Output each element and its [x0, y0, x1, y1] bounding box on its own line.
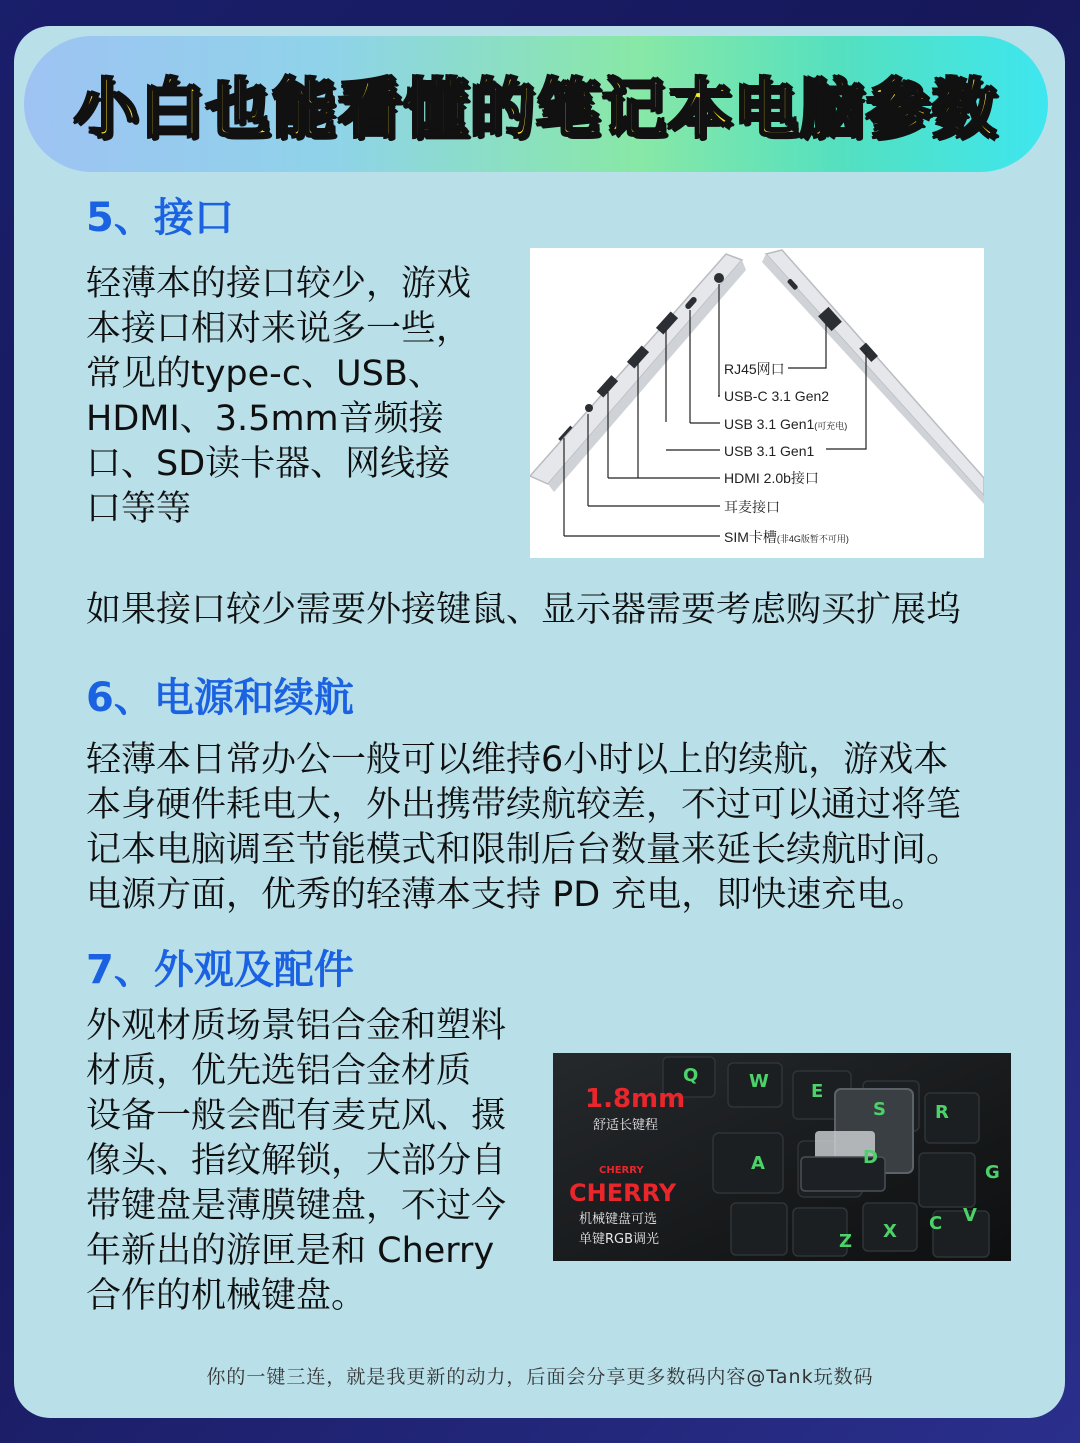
keyboard-line1: 机械键盘可选	[579, 1212, 658, 1227]
text-line: 年新出的游匣是和 Cherry	[86, 1231, 495, 1271]
port-label-rj45: RJ45网口	[724, 361, 785, 377]
port-label-audio: 耳麦接口	[724, 499, 780, 515]
text-line: 像头、指纹解锁，大部分自	[86, 1141, 507, 1181]
text-line: 轻薄本的接口较少，游戏	[86, 264, 472, 304]
laptop-ports-image	[530, 248, 984, 558]
travel-caption: 舒适长键程	[593, 1118, 659, 1133]
port-label-sim: SIM卡槽(非4G版暂不可用)	[724, 529, 849, 545]
key-label: Q	[683, 1065, 699, 1086]
key-label: C	[929, 1213, 943, 1234]
port-label-usbc: USB-C 3.1 Gen2	[724, 388, 830, 404]
text-line: 口等等	[86, 489, 192, 529]
key-label: V	[963, 1205, 977, 1226]
ports-paragraph	[86, 262, 471, 532]
cherry-small: CHERRY	[599, 1165, 644, 1176]
text-line: 本接口相对来说多一些，	[86, 309, 472, 349]
port-label-usb-charge: USB 3.1 Gen1(可充电)	[724, 416, 848, 432]
laptop-ports-illustration	[530, 248, 984, 558]
appearance-paragraph	[86, 1004, 506, 1319]
text-line: 设备一般会配有麦克风、摄	[86, 1096, 507, 1136]
text-line: 本身硬件耗电大，外出携带续航较差，不过可以通过将笔	[86, 785, 962, 825]
text-line: 外观材质场景铝合金和塑料	[86, 1006, 507, 1046]
travel-value: 1.8mm	[585, 1084, 686, 1114]
footer-text: 你的一键三连，就是我更新的动力，后面会分享更多数码内容@Tank玩数码	[206, 1366, 874, 1388]
text-line: 轻薄本日常办公一般可以维持6小时以上的续航，游戏本	[86, 740, 949, 780]
text-line: 常见的type-c、USB、	[86, 354, 443, 394]
port-label-hdmi: HDMI 2.0b接口	[724, 470, 819, 486]
text-line: 口、SD读卡器、网线接	[86, 444, 451, 484]
key-label: E	[811, 1081, 824, 1102]
text-line: 合作的机械键盘。	[86, 1276, 367, 1316]
keyboard-illustration	[553, 1053, 1011, 1261]
dock-note: 如果接口较少需要外接键鼠、显示器需要考虑购买扩展坞	[86, 590, 962, 630]
key-label: W	[749, 1071, 769, 1092]
key-label: D	[863, 1147, 878, 1168]
port-label-usb: USB 3.1 Gen1	[724, 443, 815, 459]
text-line: 电源方面，优秀的轻薄本支持 PD 充电，即快速充电。	[86, 875, 927, 915]
key-label: R	[935, 1102, 949, 1123]
keyboard-line2: 单键RGB调光	[579, 1232, 660, 1247]
cherry-brand: CHERRY	[569, 1179, 677, 1207]
section-heading-ports: 5、接口	[86, 195, 234, 241]
key-label: X	[883, 1221, 897, 1242]
section-heading-appearance: 7、外观及配件	[86, 947, 354, 993]
page-title: 小白也能看懂的笔记本电脑参数	[74, 73, 998, 147]
key-label: S	[873, 1099, 886, 1120]
text-line: 带键盘是薄膜键盘，不过今	[86, 1186, 507, 1226]
battery-paragraph	[86, 738, 961, 918]
key-label: Z	[839, 1231, 853, 1252]
section-heading-battery: 6、电源和续航	[86, 675, 354, 721]
key-label: A	[751, 1153, 765, 1174]
keyboard-image	[553, 1053, 1011, 1261]
text-line: HDMI、3.5mm音频接	[86, 399, 444, 439]
text-line: 材质，优先选铝合金材质	[86, 1051, 472, 1091]
key-label: G	[985, 1162, 1000, 1183]
text-line: 记本电脑调至节能模式和限制后台数量来延长续航时间。	[86, 830, 962, 870]
title-banner	[24, 36, 1048, 172]
